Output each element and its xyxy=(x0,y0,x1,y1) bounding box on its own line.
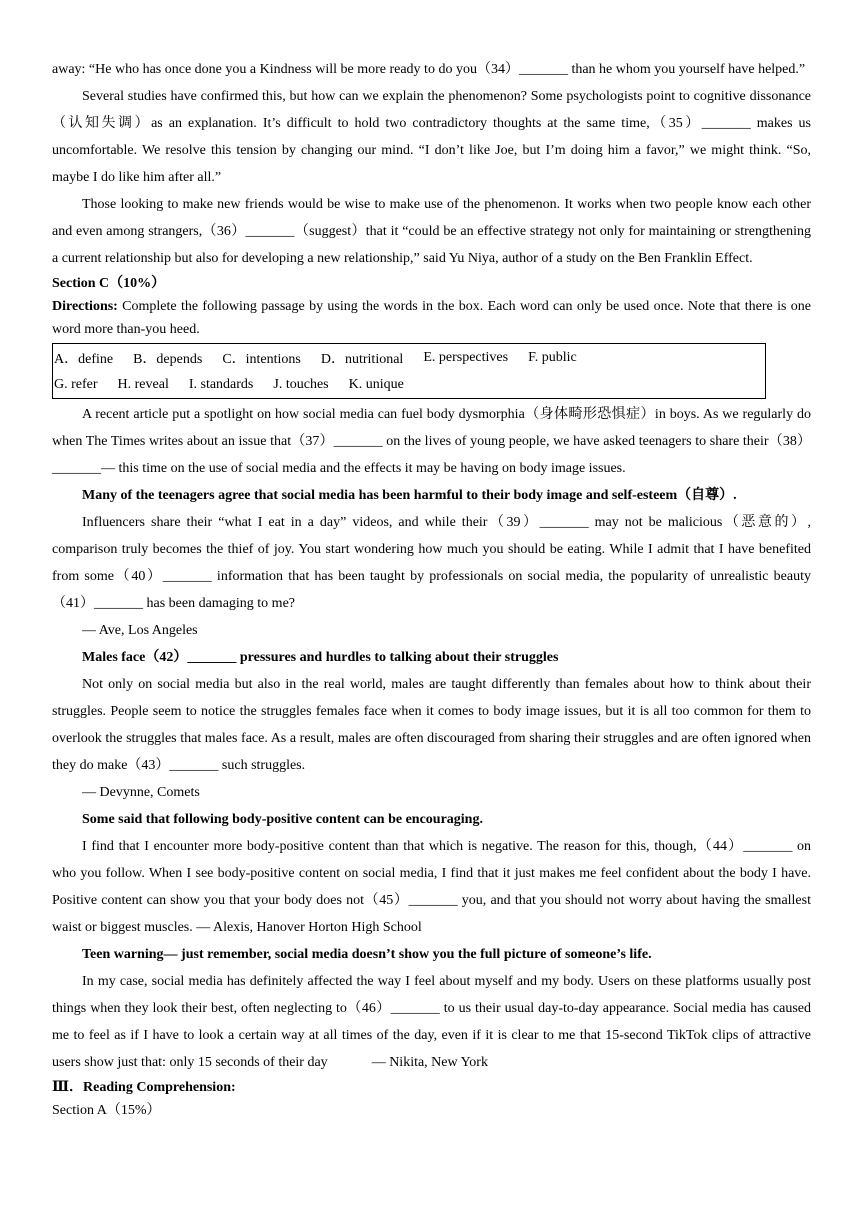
word-option: B．depends xyxy=(133,351,203,367)
word-option: D．nutritional xyxy=(320,351,404,367)
section-a-heading: Section A（15%） xyxy=(52,1103,161,1118)
signature-nikita: — Nikita, New York xyxy=(371,1055,488,1070)
signature-devynne: — Devynne, Comets xyxy=(82,785,200,800)
paragraph-influencers: Influencers share their “what I eat in a day” videos, and while their（39）_______ may not be malicious（恶意的）, comparison truly becomes the thief of joy. You start wondering how much you should be eating. While I admit that I have benefited from some（40）_______ information that has been taught by professionals on social media, the popularity of unrealistic beauty（41）_______ has been damaging to me? xyxy=(52,515,811,611)
directions-label: Directions: xyxy=(52,299,118,314)
paragraph-i-find: I find that I encounter more body-positive content than that which is negative. The reason for this, though,（44）_______ on who you follow. When I see body-positive content on social media, I find that it just makes me feel confident about the body I have. Positive content can show you that your body does not（45）_______ you, and that you should not worry about having the smallest waist or biggest muscles. — Alexis, Hanover Horton High School xyxy=(52,839,811,935)
signature-ave: — Ave, Los Angeles xyxy=(82,623,198,638)
section-iii-heading: Ⅲ．Reading Comprehension: xyxy=(52,1080,236,1095)
word-box xyxy=(52,343,766,399)
paragraph-recent-article: A recent article put a spotlight on how social media can fuel body dysmorphia（身体畸形恐惧症）in boys. As we regularly do when The Times writes about an issue that（37）_______ on the lives of young people, we have asked teenagers to share their（38）_______— this time on the use of social media and the effects it may be having on body image issues. xyxy=(52,407,811,476)
word-box-row-1 xyxy=(53,344,765,371)
word-option: I. standards xyxy=(188,376,254,392)
word-option: E. perspectives xyxy=(423,349,509,365)
word-option: K. unique xyxy=(348,376,404,392)
paragraph-in-my-case-text: In my case, social media has definitely affected the way I feel about myself and my body. Users on these platforms usually post things when they look their best, often neglecting to（46）_______ to us their usual day-to-day appearance. Social media has caused me to feel as if I have to look a certain way at all times of the day, even if it is clear to me that 15-second TikTok clips of attractive users show just that: only 15 seconds of their day xyxy=(52,974,811,1070)
directions-paragraph xyxy=(52,295,811,341)
paragraph-those-looking: Those looking to make new friends would be wise to make use of the phenomenon. It works when two people know each other and even among strangers,（36）_______（suggest）that it “could be an effective strategy not only for maintaining or strengthening a current relationship but also for developing a new relationship,” said Yu Niya, author of a study on the Ben Franklin Effect. xyxy=(52,197,811,266)
word-option: A．define xyxy=(54,351,114,367)
subheading-many-teenagers: Many of the teenagers agree that social media has been harmful to their body image and self-esteem（自尊）. xyxy=(82,488,737,503)
word-option: F. public xyxy=(528,349,577,365)
paragraph-away: away: “He who has once done you a Kindness will be more ready to do you（34）_______ than he whom you yourself have helped.” xyxy=(52,62,806,77)
paragraph-in-my-case xyxy=(52,968,811,1076)
word-option: G. refer xyxy=(54,376,98,392)
word-option: J. touches xyxy=(273,376,329,392)
subheading-some-said: Some said that following body-positive content can be encouraging. xyxy=(82,812,483,827)
word-box-row-2 xyxy=(53,371,765,398)
subheading-males-face: Males face（42）_______ pressures and hurdles to talking about their struggles xyxy=(82,650,559,665)
word-option: H. reveal xyxy=(117,376,169,392)
subheading-teen-warning: Teen warning— just remember, social media doesn’t show you the full picture of someone’s life. xyxy=(82,947,652,962)
section-c-heading: Section C（10%） xyxy=(52,276,166,291)
word-option: C．intentions xyxy=(222,351,301,367)
paragraph-several-studies: Several studies have confirmed this, but how can we explain the phenomenon? Some psychologists point to cognitive dissonance（认知失调）as an explanation. It’s difficult to hold two contradictory thoughts at the same time,（35）_______ makes us uncomfortable. We resolve this tension by changing our mind. “I don’t like Joe, but I’m doing him a favor,” we might think. “So, maybe I do like him after all.” xyxy=(52,89,811,185)
directions-text: Complete the following passage by using the words in the box. Each word can only be used once. Note that there is one word more than-you heed. xyxy=(52,299,811,337)
paragraph-not-only: Not only on social media but also in the real world, males are taught differently than females about how to think about their struggles. People seem to notice the struggles females face when it comes to body image issues, but it is all too common for them to overlook the struggles that males face. As a result, males are often discouraged from sharing their struggles and are often ignored when they do make（43）_______ such struggles. xyxy=(52,677,811,773)
